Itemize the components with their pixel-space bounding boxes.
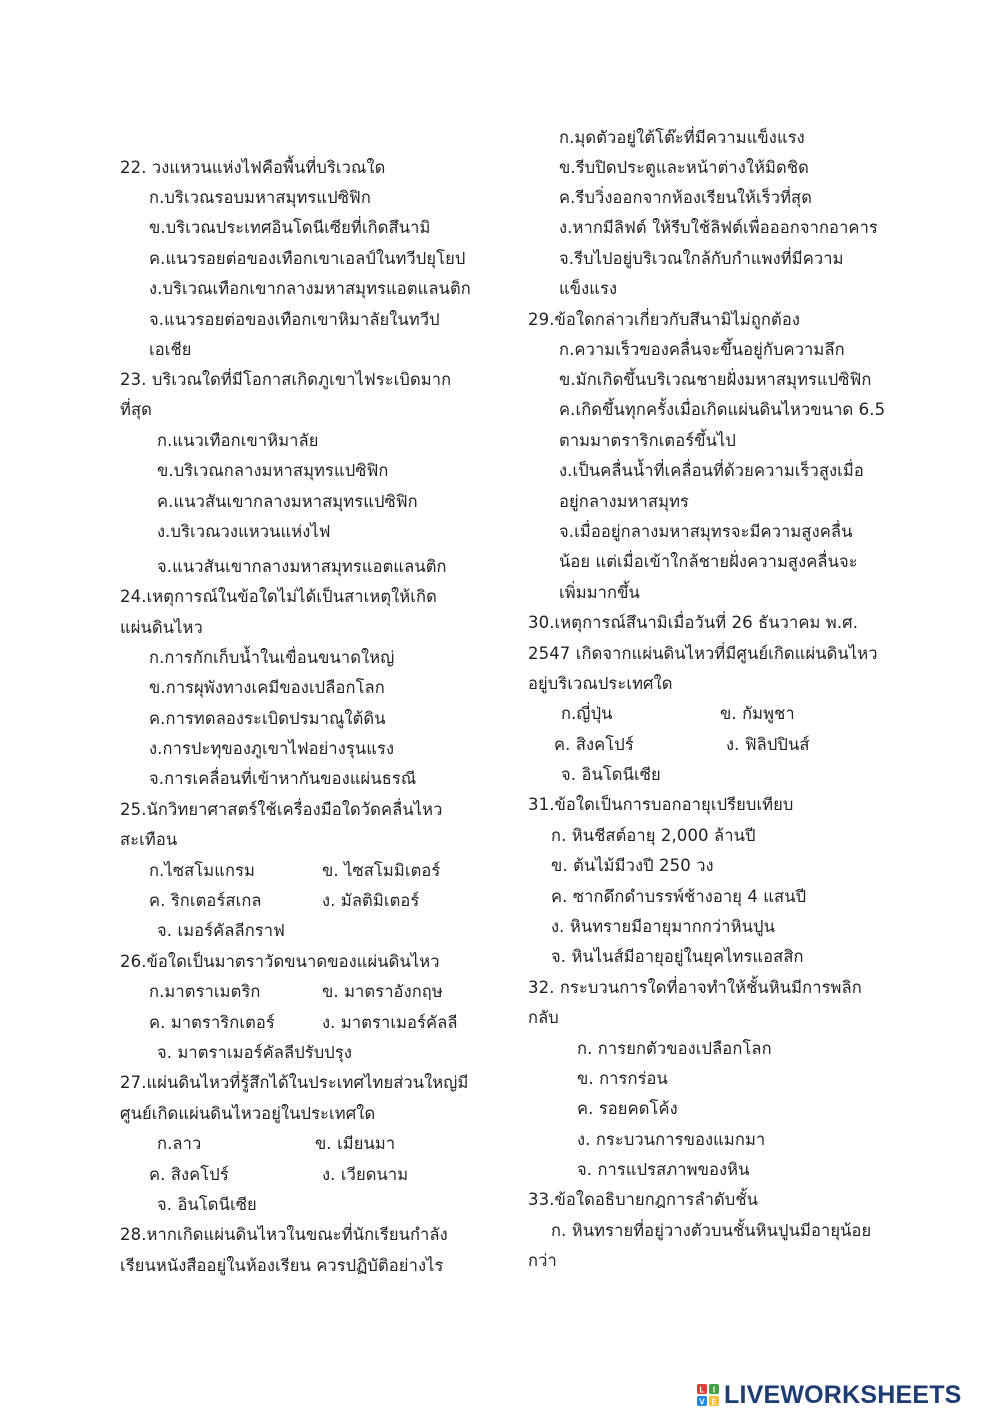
liveworksheets-logo-icon: [696, 1383, 720, 1407]
option-24-c: ค.การทดลองระเบิดปรมาณูใต้ดิน: [149, 709, 386, 728]
question-26: 26.ข้อใดเป็นมาตราวัดขนาดของแผ่นดินไหว: [120, 952, 440, 971]
option-24-d: ง.การปะทุของภูเขาไฟอย่างรุนแรง: [149, 739, 395, 758]
option-27-e: จ. อินโดนีเซีย: [157, 1195, 257, 1214]
option-28-e-cont: แข็งแรง: [559, 279, 618, 298]
option-33-a-cont: กว่า: [528, 1251, 557, 1270]
question-27-cont: ศูนย์เกิดแผ่นดินไหวอยู่ในประเทศใด: [120, 1104, 376, 1123]
option-25-c: ค. ริกเตอร์สเกล: [149, 891, 262, 910]
option-33-a: ก. หินทรายที่อยู่วางตัวบนชั้นหินปูนมีอายุน้อย: [551, 1221, 872, 1240]
option-31-b: ข. ต้นไม้มีวงปี 250 วง: [551, 856, 714, 875]
option-29-c-cont: ตามมาตราริกเตอร์ขึ้นไป: [559, 431, 736, 450]
option-30-a: ก.ญี่ปุ่น: [561, 704, 613, 723]
question-24-cont: แผ่นดินไหว: [120, 618, 203, 637]
option-30-e: จ. อินโดนีเซีย: [561, 765, 661, 784]
option-29-e-cont: น้อย แต่เมื่อเข้าใกล้ชายฝั่งความสูงคลื่นจะ: [559, 552, 858, 571]
option-28-e: จ.รีบไปอยู่บริเวณใกล้กับกำแพงที่มีความ: [559, 249, 844, 268]
option-23-a: ก.แนวเทือกเขาหิมาลัย: [157, 431, 319, 450]
option-31-e: จ. หินไนส์มีอายุอยู่ในยุคไทรแอสสิก: [551, 947, 804, 966]
question-24: 24.เหตุการณ์ในข้อใดไม่ได้เป็นสาเหตุให้เกิด: [120, 587, 437, 606]
option-25-e: จ. เมอร์คัลลีกราฟ: [157, 921, 285, 940]
option-24-e: จ.การเคลื่อนที่เข้าหากันของแผ่นธรณี: [149, 769, 417, 788]
option-32-b: ข. การกร่อน: [577, 1069, 668, 1088]
option-27-b: ข. เมียนมา: [315, 1134, 396, 1153]
option-26-e: จ. มาตราเมอร์คัลลีปรับปรุง: [157, 1043, 352, 1062]
option-23-c: ค.แนวสันเขากลางมหาสมุทรแปซิฟิก: [157, 492, 418, 511]
option-23-e: จ.แนวสันเขากลางมหาสมุทรแอตแลนติก: [157, 557, 447, 576]
option-28-a: ก.มุดตัวอยู่ใต้โต๊ะที่มีความแข็งแรง: [559, 128, 805, 147]
question-31: 31.ข้อใดเป็นการบอกอายุเปรียบเทียบ: [528, 795, 794, 814]
option-31-c: ค. ซากดึกดำบรรพ์ช้างอายุ 4 แสนปี: [551, 887, 807, 906]
question-23: 23. บริเวณใดที่มีโอกาสเกิดภูเขาไฟระเบิดมาก: [120, 370, 452, 389]
svg-text:I: I: [712, 1385, 716, 1395]
option-28-b: ข.รีบปิดประตูและหน้าต่างให้มิดชิด: [559, 158, 809, 177]
option-28-d: ง.หากมีลิฟต์ ให้รีบใช้ลิฟต์เพื่อออกจากอาคาร: [559, 218, 878, 237]
option-29-e-cont2: เพิ่มมากขึ้น: [559, 583, 640, 602]
option-29-e: จ.เมื่ออยู่กลางมหาสมุทรจะมีความสูงคลื่น: [559, 522, 853, 541]
question-32: 32. กระบวนการใดที่อาจทำให้ชั้นหินมีการพลิก: [528, 978, 862, 997]
option-25-a: ก.ไซสโมแกรม: [149, 861, 256, 880]
question-27: 27.แผ่นดินไหวที่รู้สึกได้ในประเทศไทยส่วนใหญ่มี: [120, 1073, 469, 1092]
option-22-c: ค.แนวรอยต่อของเทือกเขาเอลป์ในทวีปยุโยป: [149, 249, 466, 268]
question-30-cont: 2547 เกิดจากแผ่นดินไหวที่มีศูนย์เกิดแผ่นดินไหว: [528, 644, 878, 663]
option-22-d: ง.บริเวณเทือกเขากลางมหาสมุทรแอตแลนติก: [149, 279, 471, 298]
option-30-c: ค. สิงคโปร์: [554, 735, 634, 754]
question-30: 30.เหตุการณ์สึนามิเมื่อวันที่ 26 ธันวาคม พ.ศ.: [528, 613, 859, 632]
option-25-b: ข. ไซสโมมิเตอร์: [322, 861, 441, 880]
option-29-b: ข.มักเกิดขึ้นบริเวณชายฝั่งมหาสมุทรแปซิฟิก: [559, 370, 872, 389]
option-26-b: ข. มาตราอังกฤษ: [322, 982, 443, 1001]
question-28-cont: เรียนหนังสืออยู่ในห้องเรียน ควรปฏิบัติอย่างไร: [120, 1256, 444, 1275]
option-29-d: ง.เป็นคลื่นน้ำที่เคลื่อนที่ด้วยความเร็วสูงเมื่อ: [559, 461, 864, 480]
option-22-b: ข.บริเวณประเทศอินโดนีเซียที่เกิดสึนามิ: [149, 218, 431, 237]
question-23-cont: ที่สุด: [120, 400, 152, 419]
question-29: 29.ข้อใดกล่าวเกี่ยวกับสึนามิไม่ถูกต้อง: [528, 310, 800, 329]
option-30-b: ข. กัมพูชา: [720, 704, 795, 723]
option-27-c: ค. สิงคโปร์: [149, 1165, 229, 1184]
liveworksheets-wordmark: LIVEWORKSHEETS: [724, 1380, 962, 1409]
option-31-a: ก. หินชีสต์อายุ 2,000 ล้านปี: [551, 826, 756, 845]
question-32-cont: กลับ: [528, 1008, 559, 1027]
option-26-c: ค. มาตราริกเตอร์: [149, 1013, 275, 1032]
option-23-d: ง.บริเวณวงแหวนแห่งไฟ: [157, 522, 331, 541]
option-28-c: ค.รีบวิ่งออกจากห้องเรียนให้เร็วที่สุด: [559, 188, 813, 207]
option-32-a: ก. การยกตัวของเปลือกโลก: [577, 1039, 772, 1058]
question-33: 33.ข้อใดอธิบายกฎการลำดับชั้น: [528, 1190, 759, 1209]
question-25: 25.นักวิทยาศาสตร์ใช้เครื่องมือใดวัดคลื่นไหว: [120, 800, 443, 819]
option-23-b: ข.บริเวณกลางมหาสมุทรแปซิฟิก: [157, 461, 389, 480]
option-22-a: ก.บริเวณรอบมหาสมุทรแปซิฟิก: [149, 188, 371, 207]
option-27-a: ก.ลาว: [157, 1134, 202, 1153]
option-32-d: ง. กระบวนการของแมกมา: [577, 1130, 766, 1149]
option-32-c: ค. รอยคดโค้ง: [577, 1099, 678, 1118]
svg-text:V: V: [699, 1397, 705, 1407]
option-22-e: จ.แนวรอยต่อของเทือกเขาหิมาลัยในทวีป: [149, 310, 440, 329]
option-31-d: ง. หินทรายมีอายุมากกว่าหินปูน: [551, 917, 775, 936]
liveworksheets-brand[interactable]: [696, 1378, 996, 1412]
question-25-cont: สะเทือน: [120, 830, 178, 849]
svg-text:E: E: [711, 1397, 717, 1407]
option-29-d-cont: อยู่กลางมหาสมุทร: [559, 492, 690, 511]
option-26-a: ก.มาตราเมตริก: [149, 982, 261, 1001]
question-30-cont2: อยู่บริเวณประเทศใด: [528, 674, 673, 693]
option-26-d: ง. มาตราเมอร์คัลลี: [322, 1013, 458, 1032]
option-30-d: ง. ฟิลิปปินส์: [726, 735, 810, 754]
option-24-b: ข.การผุพังทางเคมีของเปลือกโลก: [149, 678, 385, 697]
option-29-c: ค.เกิดขึ้นทุกครั้งเมื่อเกิดแผ่นดินไหวขนาด 6.5: [559, 400, 886, 419]
question-28: 28.หากเกิดแผ่นดินไหวในขณะที่นักเรียนกำลัง: [120, 1225, 448, 1244]
option-25-d: ง. มัลติมิเตอร์: [322, 891, 420, 910]
question-22: 22. วงแหวนแห่งไฟคือพื้นที่บริเวณใด: [120, 158, 386, 177]
option-29-a: ก.ความเร็วของคลื่นจะขึ้นอยู่กับความลึก: [559, 340, 845, 359]
option-24-a: ก.การกักเก็บน้ำในเขื่อนขนาดใหญ่: [149, 648, 395, 667]
option-32-e: จ. การแปรสภาพของหิน: [577, 1160, 750, 1179]
option-22-e-cont: เอเชีย: [149, 340, 192, 359]
svg-text:L: L: [699, 1385, 705, 1395]
option-27-d: ง. เวียดนาม: [322, 1165, 409, 1184]
